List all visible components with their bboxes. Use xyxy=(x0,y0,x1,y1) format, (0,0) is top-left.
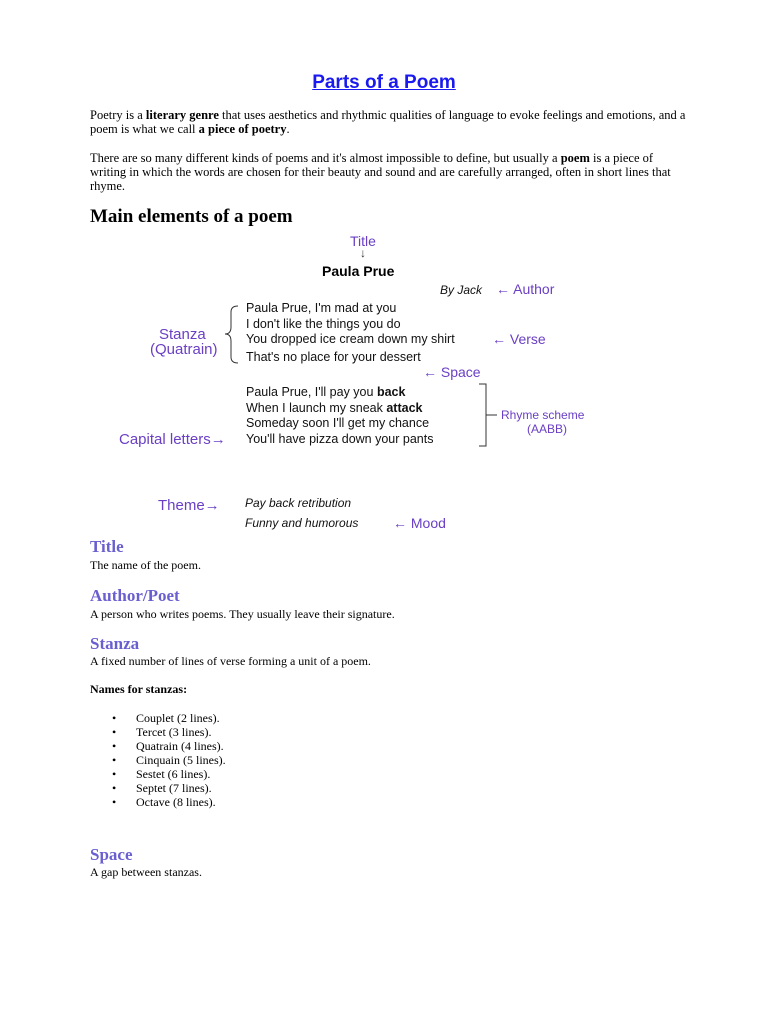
rhyme-word: attack xyxy=(386,401,423,415)
list-item: • Tercet (3 lines). xyxy=(112,725,226,739)
section-heading-space: Space xyxy=(90,845,133,864)
rhyme-bracket xyxy=(479,384,486,446)
byline: By Jack xyxy=(440,283,483,297)
stanza-names-heading: Names for stanzas: xyxy=(90,682,188,696)
section-text-space: A gap between stanzas. xyxy=(90,865,202,879)
list-item: • Septet (7 lines). xyxy=(112,781,226,795)
intro-bold-term: a piece of poetry xyxy=(198,122,287,136)
list-item: • Cinquain (5 lines). xyxy=(112,753,226,767)
intro-text: Poetry is a xyxy=(90,108,146,122)
section-text-stanza: A fixed number of lines of verse forming a unit of a poem. xyxy=(90,654,371,668)
intro-text: that uses aesthetics and rhythmic qualities of language to evoke feelings and emotions, and a poem is what we call xyxy=(90,108,686,136)
stanza1-line: Paula Prue, I'm mad at you xyxy=(246,301,397,315)
space-label: ← Space xyxy=(423,364,481,380)
title-label: Title xyxy=(350,233,376,249)
line-text: When I launch my sneak xyxy=(246,401,387,415)
stanza-label: Stanza xyxy=(159,326,206,343)
capital-letters-label: Capital letters→ xyxy=(119,431,226,448)
stanza1-line: That's no place for your dessert xyxy=(246,350,421,364)
list-item: • Quatrain (4 lines). xyxy=(112,739,226,753)
list-item: • Couplet (2 lines). xyxy=(112,711,226,725)
page-title[interactable]: Parts of a Poem xyxy=(312,72,456,93)
section-heading-stanza: Stanza xyxy=(90,634,140,653)
section-text-author: A person who writes poems. They usually leave their signature. xyxy=(90,607,395,621)
section-heading-title: Title xyxy=(90,537,124,556)
line-text: Someday soon I'll get my chance xyxy=(246,416,430,430)
down-arrow-icon: ↓ xyxy=(360,246,366,260)
section-text-title: The name of the poem. xyxy=(90,558,201,572)
theme-value: Pay back retribution xyxy=(245,496,352,510)
intro-bold-term: literary genre xyxy=(145,108,219,122)
theme-label: Theme→ xyxy=(158,497,220,514)
stanza1-line: I don't like the things you do xyxy=(246,317,401,331)
line-text: You'll have pizza down your pants xyxy=(246,432,434,446)
rhyme-scheme-label: Rhyme scheme xyxy=(501,408,585,422)
section-heading-author: Author/Poet xyxy=(90,586,180,605)
rhyme-scheme-value: (AABB) xyxy=(527,422,568,436)
verse-label: ← Verse xyxy=(492,331,546,347)
poem-title: Paula Prue xyxy=(322,263,395,279)
intro-text: . xyxy=(286,122,290,136)
list-item: • Octave (8 lines). xyxy=(112,795,226,809)
stanza-names-list xyxy=(112,711,226,809)
stanza-bracket xyxy=(225,306,238,363)
main-elements-heading: Main elements of a poem xyxy=(90,206,293,227)
mood-label: ← Mood xyxy=(393,515,446,531)
intro-text: There are so many different kinds of poems and it's almost impossible to define, but usually a xyxy=(90,151,561,165)
author-label: ← Author xyxy=(496,281,555,297)
rhyme-word: back xyxy=(376,385,406,399)
intro-text: is a piece of writing in which the words are chosen for their beauty and sound and are carefully arranged, often in short lines that rhyme. xyxy=(90,151,671,193)
list-item: • Sestet (6 lines). xyxy=(112,767,226,781)
intro-bold-term: poem xyxy=(560,151,590,165)
line-text: Paula Prue, I'll pay you xyxy=(246,385,377,399)
quatrain-label: (Quatrain) xyxy=(150,341,218,358)
mood-value: Funny and humorous xyxy=(245,516,359,530)
stanza1-line: You dropped ice cream down my shirt xyxy=(246,332,455,346)
